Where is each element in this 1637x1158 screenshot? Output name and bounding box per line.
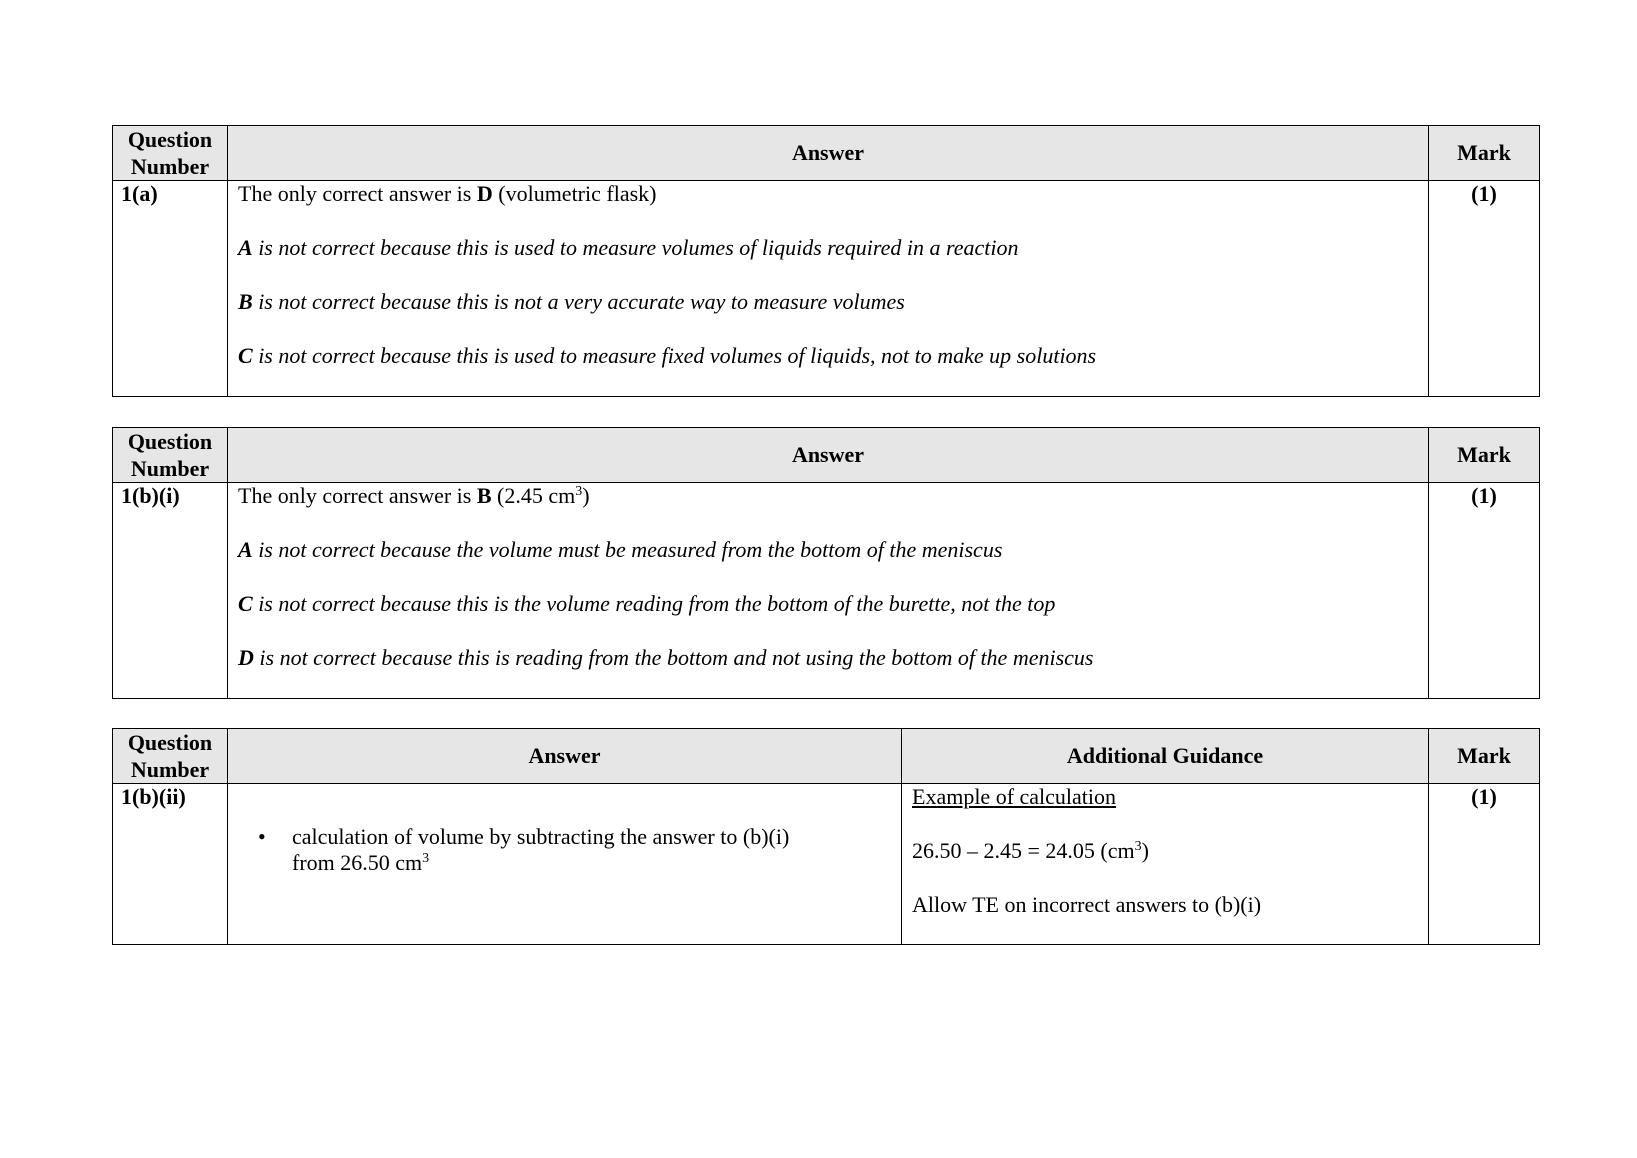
distractor-text: is not correct because this is not a very accurate way to measure volumes [258, 289, 905, 314]
distractor [238, 343, 1418, 369]
header-question-number: Question Number [113, 126, 228, 181]
correct-detail [497, 483, 590, 508]
calculation [912, 838, 1418, 864]
mark-value: (1) [1429, 784, 1540, 945]
distractor-text: is not correct because this is used to measure fixed volumes of liquids, not to make up solutions [258, 343, 1097, 368]
header-answer: Answer [228, 428, 1429, 483]
distractor-letter: C [238, 343, 253, 368]
table-header-row [113, 428, 1540, 483]
calculation-text: 26.50 – 2.45 = 24.05 (cm [912, 838, 1135, 863]
table-row [113, 483, 1540, 699]
point-line-2: from 26.50 cm [292, 850, 423, 875]
distractor-letter: B [238, 289, 253, 314]
point-superscript: 3 [422, 851, 430, 866]
detail-close: ) [582, 483, 590, 508]
distractor [238, 591, 1418, 617]
correct-detail: (volumetric flask) [498, 181, 657, 206]
distractor-letter: D [238, 645, 254, 670]
distractor-letter: A [238, 537, 253, 562]
calculation-superscript: 3 [1134, 839, 1142, 854]
header-question-number: Question Number [113, 428, 228, 483]
table-q1bi [112, 427, 1540, 699]
correct-answer [238, 181, 1418, 207]
table-header-row [113, 126, 1540, 181]
distractor [238, 235, 1418, 261]
correct-letter: B [476, 483, 492, 508]
distractor-text: is not correct because this is used to measure volumes of liquids required in a reaction [258, 235, 1019, 260]
calculation-close: ) [1141, 838, 1149, 863]
header-mark: Mark [1429, 428, 1540, 483]
question-number: 1(b)(i) [113, 483, 228, 699]
detail-superscript: 3 [575, 484, 583, 499]
answer-cell [228, 784, 902, 945]
table-q1bii [112, 728, 1540, 945]
correct-letter: D [476, 181, 493, 206]
answer-cell [228, 181, 1429, 397]
distractor [238, 645, 1418, 671]
allow-te-note: Allow TE on incorrect answers to (b)(i) [912, 892, 1262, 917]
guidance-heading: Example of calculation [912, 784, 1117, 809]
mark-value: (1) [1429, 483, 1540, 699]
distractor [238, 289, 1418, 315]
mark-value: (1) [1429, 181, 1540, 397]
header-mark: Mark [1429, 126, 1540, 181]
detail-open: (2.45 cm [497, 483, 576, 508]
header-mark: Mark [1429, 729, 1540, 784]
distractor-text: is not correct because this is reading from the bottom and not using the bottom of the meniscus [259, 645, 1094, 670]
correct-prefix: The only correct answer is [238, 181, 472, 206]
guidance-cell [902, 784, 1429, 945]
distractor-letter: A [238, 235, 253, 260]
distractor-text: is not correct because this is the volume reading from the bottom of the burette, not the top [258, 591, 1056, 616]
correct-prefix: The only correct answer is [238, 483, 472, 508]
distractor [238, 537, 1418, 563]
table-row [113, 784, 1540, 945]
table-q1a [112, 125, 1540, 397]
header-answer: Answer [228, 126, 1429, 181]
correct-answer [238, 483, 1418, 509]
answer-cell [228, 483, 1429, 699]
table-header-row [113, 729, 1540, 784]
header-answer: Answer [228, 729, 902, 784]
header-question-number: Question Number [113, 729, 228, 784]
point-line-1: calculation of volume by subtracting the answer to (b)(i) [292, 824, 790, 849]
table-row [113, 181, 1540, 397]
marking-points [238, 824, 891, 876]
question-number: 1(b)(ii) [113, 784, 228, 945]
marking-point [292, 824, 891, 876]
distractor-letter: C [238, 591, 253, 616]
distractor-text: is not correct because the volume must be measured from the bottom of the meniscus [258, 537, 1003, 562]
question-number: 1(a) [113, 181, 228, 397]
header-additional-guidance: Additional Guidance [902, 729, 1429, 784]
